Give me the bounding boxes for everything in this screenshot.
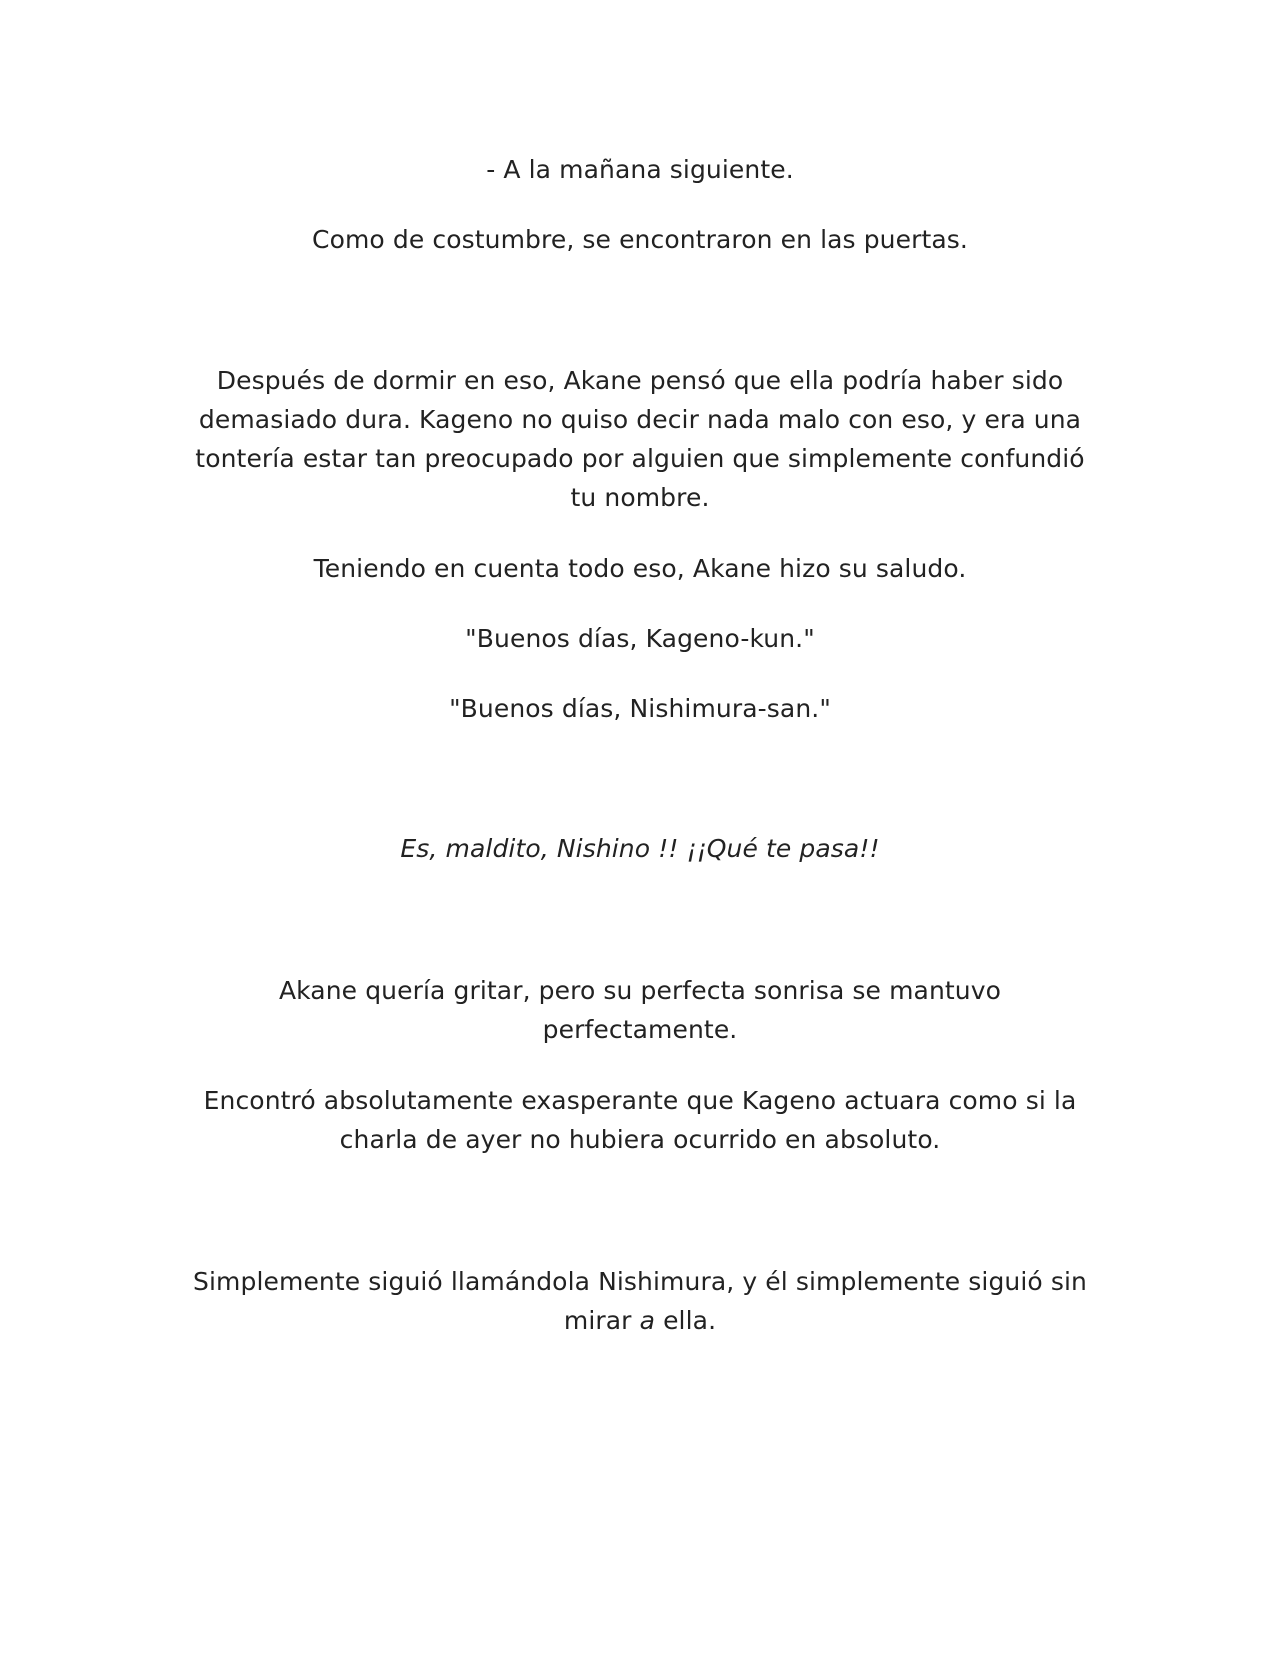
paragraph-scene-break: - A la mañana siguiente.: [486, 155, 794, 184]
dialogue-akane: "Buenos días, Kageno-kun.": [465, 624, 815, 653]
final-text-after: ella.: [655, 1306, 717, 1335]
paragraph-reflection: Después de dormir en eso, Akane pensó que ella podría haber sido demasiado dura. Kageno no quiso decir nada malo con eso, y era una tontería estar tan preocupado por alguien que simplemente confundió tu nombre.: [195, 366, 1085, 512]
final-text-emphasis: a: [639, 1306, 656, 1335]
paragraph-meeting: Como de costumbre, se encontraron en las puertas.: [312, 225, 968, 254]
paragraph-smile: Akane quería gritar, pero su perfecta sonrisa se mantuvo perfectamente.: [278, 976, 1002, 1044]
paragraph-final: [180, 1262, 1100, 1340]
dialogue-kageno: "Buenos días, Nishimura-san.": [449, 694, 831, 723]
paragraph-greeting-intro: Teniendo en cuenta todo eso, Akane hizo su saludo.: [313, 554, 967, 583]
paragraph-exasperation: Encontró absolutamente exasperante que Kageno actuara como si la charla de ayer no hubiera ocurrido en absoluto.: [203, 1086, 1077, 1154]
final-text-before: Simplemente siguió llamándola Nishimura, y él simplemente siguió sin mirar: [193, 1267, 1087, 1335]
inner-thought: Es, maldito, Nishino !! ¡¡Qué te pasa!!: [400, 834, 880, 863]
